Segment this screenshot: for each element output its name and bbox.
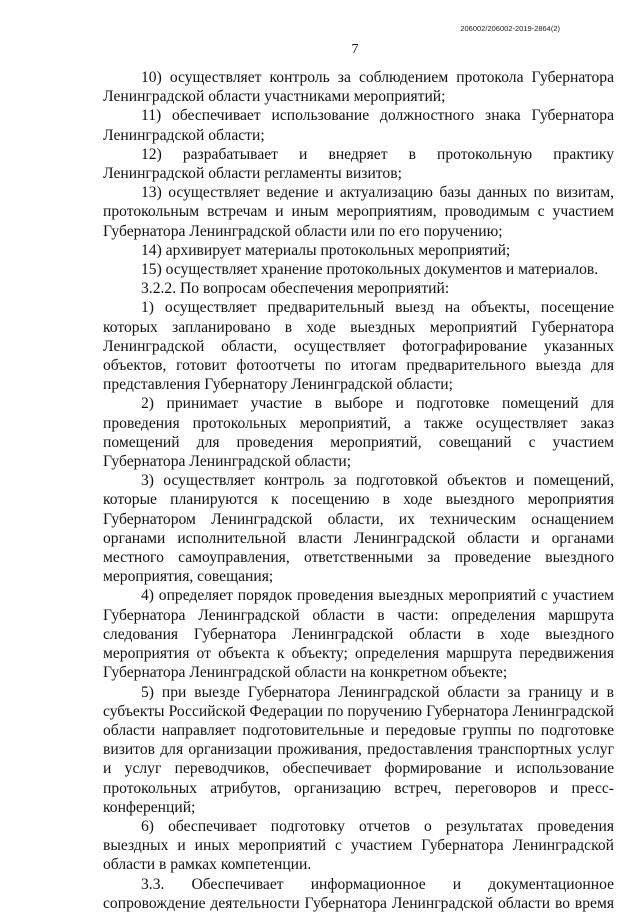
paragraph: 3) осуществляет контроль за подготовкой объектов и помещений, которые планируются к посещению в ходе выездного мероприятия Губернатором Ленинградской области, их техническим оснащением органами исполнительной власти Ленинградской области и органами местного самоуправления, ответственными за проведение выездного мероприятия, совещания; [103,472,614,586]
paragraph: 2) принимает участие в выборе и подготовке помещений для проведения протокольных мероприятий, а также осуществляет заказ помещений для проведения мероприятий, совещаний с участием Губернатора Ленинградской области; [103,395,614,471]
paragraph: 3.3. Обеспечивает информационное и документационное сопровождение деятельности Губернатора Ленинградской области во время [103,875,614,912]
document-body [103,68,614,913]
section-heading: 3.2.2. По вопросам обеспечения мероприятий: [141,280,450,298]
paragraph: 11) обеспечивает использование должностного знака Губернатора Ленинградской области; [103,107,614,144]
paragraph: 10) осуществляет контроль за соблюдением протокола Губернатора Ленинградской области участниками мероприятий; [103,69,614,106]
page-number: 7 [351,42,359,57]
document-id: 206002/206002-2019-2864(2) [460,24,560,33]
paragraph: 1) осуществляет предварительный выезд на объекты, посещение которых запланировано в ходе выездных мероприятий Губернатора Ленинградской области, осуществляет фотографирование указанных объектов, готовит фотоотчеты по итогам предварительного выезда для представления Губернатору Ленинградской области; [103,299,614,394]
paragraph: 6) обеспечивает подготовку отчетов о результатах проведения выездных и иных мероприятий с участием Губернатора Ленинградской области в рамках компетенции. [103,817,614,874]
paragraph: 12) разрабатывает и внедряет в протокольную практику Ленинградской области регламенты визитов; [103,145,614,183]
paragraph: 14) архивирует материалы протокольных мероприятий; [141,241,511,259]
paragraph: 4) определяет порядок проведения выездных мероприятий с участием Губернатора Ленинградской области в части: определения маршрута следования Губернатора Ленинградской области в ходе выездного мероприятия от объекта к объекту; определения маршрута передвижения Губернатора Ленинградской области на конкретном объекте; [103,587,614,682]
paragraph: 13) осуществляет ведение и актуализацию базы данных по визитам, протокольным встречам и иным мероприятиям, проводимым с участием Губернатора Ленинградской области или по его поручению; [103,184,614,240]
paragraph: 5) при выезде Губернатора Ленинградской области за границу и в субъекты Российской Федерации по поручению Губернатора Ленинградской области направляет подготовительные и передовые группы по подготовке визитов для организации проживания, предоставления транспортных услуг и услуг переводчиков, обеспечивает формирование и использование протокольных атрибутов, организацию встреч, переговоров и пресс-конференций; [103,683,614,816]
paragraph: 15) осуществляет хранение протокольных документов и материалов. [141,261,599,279]
